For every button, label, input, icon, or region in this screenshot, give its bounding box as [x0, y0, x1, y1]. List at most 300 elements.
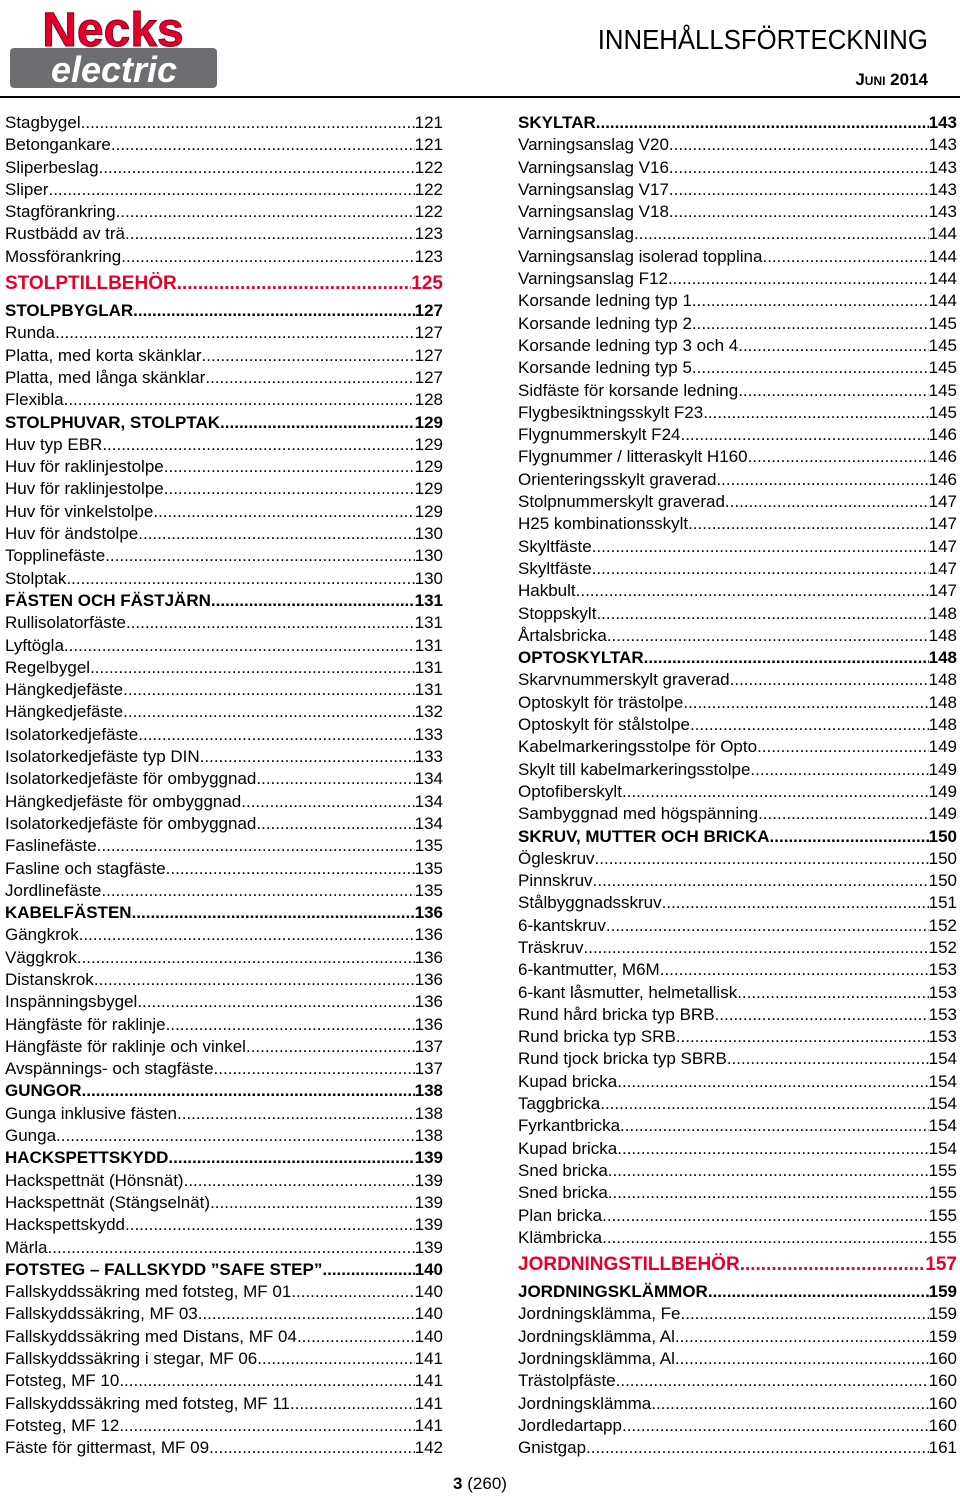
toc-entry[interactable] [5, 1348, 443, 1370]
toc-entry-page: 154 [928, 1094, 957, 1114]
toc-entry-page: 157 [925, 1254, 957, 1276]
toc-entry[interactable] [5, 1237, 443, 1259]
toc-entry-label: Fotsteg, MF 10 [5, 1371, 120, 1391]
toc-entry[interactable] [518, 1182, 957, 1204]
toc-entry[interactable] [518, 1093, 957, 1115]
toc-entry-page: 122 [414, 157, 443, 177]
toc-entry[interactable] [5, 1281, 443, 1303]
toc-entry[interactable] [5, 813, 443, 835]
toc-entry-label: Huv för vinkelstolpe [5, 501, 154, 521]
toc-entry-label: JORDNINGSTILLBEHÖR [518, 1254, 740, 1276]
toc-entry[interactable] [518, 1393, 957, 1415]
toc-entry[interactable] [518, 558, 957, 580]
toc-entry[interactable] [518, 469, 957, 491]
toc-dot-leader [757, 736, 929, 758]
toc-entry[interactable] [5, 768, 443, 790]
toc-entry[interactable] [518, 536, 957, 558]
toc-entry[interactable] [5, 858, 443, 880]
toc-entry-label: Märla [5, 1237, 48, 1257]
toc-entry[interactable] [518, 157, 957, 179]
toc-entry[interactable] [518, 491, 957, 513]
toc-entry-label: Fallskyddssäkring med fotsteg, MF 01 [5, 1282, 292, 1302]
toc-entry-label: Jordningsklämma, Al [518, 1349, 675, 1369]
toc-dot-leader [297, 1326, 415, 1348]
toc-dot-leader [616, 1370, 929, 1392]
toc-entry[interactable] [5, 1415, 443, 1437]
toc-entry-page: 136 [414, 947, 443, 967]
toc-entry[interactable] [518, 1004, 957, 1026]
toc-dot-leader [125, 1214, 415, 1236]
toc-entry[interactable] [518, 1138, 957, 1160]
toc-entry-page: 146 [928, 469, 957, 489]
toc-entry[interactable] [5, 635, 443, 657]
toc-dot-leader [211, 590, 415, 612]
toc-entry[interactable] [518, 1437, 957, 1459]
toc-section-heading[interactable] [5, 1259, 443, 1281]
toc-dot-leader [586, 1437, 929, 1459]
toc-section-heading[interactable] [518, 112, 957, 134]
toc-dot-leader [77, 947, 415, 969]
toc-section-heading[interactable] [5, 300, 443, 322]
toc-entry-label: Sliperbeslag [5, 157, 99, 177]
toc-dot-leader [166, 858, 415, 880]
toc-entry-label: 6-kantmutter, M6M [518, 960, 660, 980]
toc-entry-page: 143 [928, 157, 957, 177]
toc-entry[interactable] [5, 179, 443, 201]
toc-entry[interactable] [518, 580, 957, 602]
toc-dot-leader [617, 1071, 928, 1093]
toc-dot-leader [322, 1259, 414, 1281]
toc-entry[interactable] [5, 1437, 443, 1459]
toc-section-heading[interactable] [5, 590, 443, 612]
toc-dot-leader [200, 746, 415, 768]
toc-entry-label: Kabelmarkeringsstolpe för Opto [518, 737, 758, 757]
toc-entry-label: Kupad bricka [518, 1071, 618, 1091]
toc-entry-page: 160 [928, 1415, 957, 1435]
toc-dot-leader [593, 870, 929, 892]
toc-section-heading[interactable] [5, 1080, 443, 1102]
toc-entry[interactable] [5, 322, 443, 344]
toc-entry-label: STOLPTILLBEHÖR [5, 273, 177, 295]
toc-entry[interactable] [518, 937, 957, 959]
toc-dot-leader [81, 112, 415, 134]
toc-dot-leader [576, 580, 929, 602]
toc-entry[interactable] [518, 380, 957, 402]
toc-entry-page: 128 [414, 390, 443, 410]
toc-section-heading[interactable] [5, 412, 443, 434]
toc-entry[interactable] [518, 1115, 957, 1137]
toc-entry[interactable] [518, 1348, 957, 1370]
toc-entry-page: 153 [928, 1004, 957, 1024]
toc-entry-page: 145 [928, 358, 957, 378]
toc-entry-page: 138 [414, 1126, 443, 1146]
toc-entry-label: Skarvnummerskylt graverad [518, 670, 730, 690]
toc-entry-page: 135 [414, 836, 443, 856]
toc-entry-page: 130 [414, 568, 443, 588]
toc-dot-leader [138, 523, 414, 545]
toc-entry-page: 148 [928, 670, 957, 690]
toc-dot-leader [692, 313, 929, 335]
toc-entry[interactable] [518, 915, 957, 937]
toc-entry[interactable] [518, 446, 957, 468]
toc-dot-leader [209, 1437, 415, 1459]
toc-dot-leader [592, 558, 929, 580]
toc-entry[interactable] [5, 389, 443, 411]
toc-entry-label: GUNGOR [5, 1081, 82, 1101]
toc-entry[interactable] [5, 1370, 443, 1392]
toc-dot-leader [762, 246, 928, 268]
page-number [0, 1474, 960, 1494]
toc-entry[interactable] [5, 523, 443, 545]
toc-dot-leader [121, 246, 414, 268]
toc-entry-label: Varningsanslag V18 [518, 202, 669, 222]
toc-entry[interactable] [5, 724, 443, 746]
toc-entry-label: Stagförankring [5, 202, 116, 222]
toc-entry-label: Optofiberskylt [518, 781, 622, 801]
toc-dot-leader [116, 201, 415, 223]
toc-dot-leader [716, 469, 928, 491]
toc-section-heading[interactable] [518, 826, 957, 848]
toc-entry[interactable] [518, 1415, 957, 1437]
toc-entry[interactable] [518, 290, 957, 312]
toc-entry-page: 123 [414, 246, 443, 266]
toc-dot-leader [660, 959, 929, 981]
toc-entry-page: 129 [414, 434, 443, 454]
toc-entry-page: 145 [928, 380, 957, 400]
toc-entry-label: Huv för raklinjestolpe [5, 457, 164, 477]
toc-entry-label: FÄSTEN OCH FÄSTJÄRN [5, 590, 211, 610]
toc-entry-label: Korsande ledning typ 5 [518, 358, 692, 378]
toc-entry-label: Fallskyddssäkring med Distans, MF 04 [5, 1326, 297, 1346]
toc-entry[interactable] [5, 201, 443, 223]
toc-entry-label: Skylt till kabelmarkeringsstolpe [518, 759, 751, 779]
toc-dot-leader [748, 446, 929, 468]
toc-dot-leader [675, 1348, 929, 1370]
toc-entry[interactable] [5, 456, 443, 478]
toc-entry-label: Fallskyddssäkring med fotsteg, MF 11 [5, 1393, 291, 1413]
toc-dot-leader [738, 335, 928, 357]
toc-entry[interactable] [5, 501, 443, 523]
toc-entry[interactable] [518, 714, 957, 736]
toc-entry-label: Huv för raklinjestolpe [5, 479, 164, 499]
toc-entry-label: Varningsanslag V17 [518, 179, 669, 199]
toc-entry-label: Taggbricka [518, 1094, 601, 1114]
toc-entry[interactable] [5, 1103, 443, 1125]
toc-entry[interactable] [518, 959, 957, 981]
toc-entry[interactable] [518, 848, 957, 870]
toc-dot-leader [119, 1370, 414, 1392]
toc-entry-label: Varningsanslag V16 [518, 157, 669, 177]
toc-entry[interactable] [5, 434, 443, 456]
toc-entry-page: 121 [414, 113, 443, 132]
toc-entry-label: KABELFÄSTEN [5, 903, 132, 923]
toc-dot-leader [177, 1103, 415, 1125]
toc-entry-label: Mossförankring [5, 246, 122, 266]
toc-entry-label: Varningsanslag [518, 224, 634, 244]
toc-entry[interactable] [5, 924, 443, 946]
toc-entry[interactable] [518, 402, 957, 424]
toc-entry[interactable] [518, 179, 957, 201]
toc-entry-label: Rustbädd av trä [5, 224, 126, 244]
toc-entry[interactable] [5, 657, 443, 679]
toc-entry-page: 140 [414, 1259, 443, 1279]
toc-entry-page: 127 [414, 323, 443, 343]
toc-entry-page: 141 [414, 1349, 443, 1369]
toc-entry-label: Jordlinefäste [5, 880, 102, 900]
toc-entry[interactable] [5, 568, 443, 590]
toc-entry-page: 136 [414, 969, 443, 989]
toc-entry[interactable] [518, 870, 957, 892]
toc-entry[interactable] [5, 157, 443, 179]
toc-dot-leader [596, 603, 928, 625]
toc-dot-leader [725, 491, 929, 513]
toc-dot-leader [730, 669, 929, 691]
toc-entry[interactable] [518, 1160, 957, 1182]
toc-dot-leader [138, 724, 414, 746]
toc-entry[interactable] [518, 134, 957, 156]
toc-dot-leader [669, 157, 929, 179]
toc-entry[interactable] [518, 625, 957, 647]
toc-entry[interactable] [518, 1326, 957, 1348]
toc-entry[interactable] [5, 1303, 443, 1325]
toc-entry[interactable] [5, 701, 443, 723]
toc-entry[interactable] [518, 603, 957, 625]
toc-dot-leader [608, 1160, 929, 1182]
toc-entry-page: 131 [414, 590, 443, 610]
toc-entry[interactable] [518, 1026, 957, 1048]
toc-entry-label: H25 kombinationsskylt [518, 514, 689, 534]
document-title: INNEHÅLLSFÖRTECKNING [597, 24, 928, 55]
toc-entry-page: 131 [414, 657, 443, 677]
toc-entry-label: Optoskylt för stålstolpe [518, 715, 690, 735]
toc-entry-page: 136 [414, 903, 443, 923]
toc-entry[interactable] [518, 669, 957, 691]
toc-dot-leader [703, 402, 928, 424]
toc-entry[interactable] [518, 424, 957, 446]
toc-entry-label: Gunga [5, 1126, 57, 1146]
toc-entry[interactable] [518, 692, 957, 714]
logo-top-text: Necks [42, 4, 184, 57]
toc-entry[interactable] [5, 545, 443, 567]
toc-entry-label: Fäste för gittermast, MF 09 [5, 1438, 210, 1458]
toc-entry-label: Sambyggnad med högspänning [518, 804, 759, 824]
toc-entry[interactable] [518, 246, 957, 268]
toc-dot-leader [584, 937, 929, 959]
toc-dot-leader [105, 545, 414, 567]
toc-entry-label: Jordningsklämma, Al [518, 1326, 675, 1346]
toc-section-heading[interactable] [5, 902, 443, 924]
toc-entry-page: 127 [414, 367, 443, 387]
toc-dot-leader [592, 536, 929, 558]
toc-entry[interactable] [518, 736, 957, 758]
toc-entry[interactable] [518, 1370, 957, 1392]
toc-entry[interactable] [518, 313, 957, 335]
toc-entry[interactable] [518, 1048, 957, 1070]
toc-dot-leader [620, 1115, 929, 1137]
toc-entry[interactable] [518, 268, 957, 290]
toc-dot-leader [644, 647, 929, 669]
toc-dot-leader [177, 268, 412, 300]
toc-section-heading[interactable] [5, 1147, 443, 1169]
toc-entry[interactable] [518, 982, 957, 1004]
toc-dot-leader [608, 1182, 929, 1204]
toc-entry-label: Flexibla [5, 390, 64, 410]
toc-entry[interactable] [518, 759, 957, 781]
toc-entry[interactable] [5, 1125, 443, 1147]
toc-entry[interactable] [5, 880, 443, 902]
toc-entry[interactable] [5, 991, 443, 1013]
toc-section-heading[interactable] [5, 268, 443, 300]
toc-dot-leader [214, 1058, 415, 1080]
toc-entry-page: 147 [928, 581, 957, 601]
toc-dot-leader [102, 434, 414, 456]
toc-entry[interactable] [5, 746, 443, 768]
toc-entry-label: Jordledartapp [518, 1415, 622, 1435]
toc-dot-leader [198, 1303, 415, 1325]
toc-dot-leader [602, 1227, 929, 1249]
toc-entry[interactable] [518, 1071, 957, 1093]
toc-entry[interactable] [5, 223, 443, 245]
toc-entry-label: Varningsanslag F12 [518, 269, 668, 289]
toc-dot-leader [133, 300, 414, 322]
toc-dot-leader [683, 692, 928, 714]
toc-entry-label: Hängfäste för raklinje [5, 1014, 166, 1034]
toc-entry[interactable] [5, 835, 443, 857]
toc-entry[interactable] [518, 201, 957, 223]
toc-dot-leader [651, 1393, 928, 1415]
toc-entry[interactable] [5, 1192, 443, 1214]
toc-entry[interactable] [5, 246, 443, 268]
toc-entry-page: 147 [928, 492, 957, 512]
toc-entry[interactable] [5, 1036, 443, 1058]
toc-entry-page: 155 [928, 1227, 957, 1247]
toc-entry[interactable] [5, 1214, 443, 1236]
toc-dot-leader [202, 345, 415, 367]
toc-dot-leader [600, 1093, 928, 1115]
toc-entry-label: HACKSPETTSKYDD [5, 1148, 169, 1168]
toc-entry[interactable] [5, 679, 443, 701]
toc-section-heading[interactable] [518, 1281, 957, 1303]
toc-entry[interactable] [518, 803, 957, 825]
toc-entry[interactable] [518, 892, 957, 914]
toc-entry-label: STOLPHUVAR, STOLPTAK [5, 412, 221, 432]
toc-section-heading[interactable] [518, 1249, 957, 1281]
toc-entry-page: 159 [928, 1282, 957, 1302]
toc-entry[interactable] [5, 134, 443, 156]
toc-entry-page: 161 [928, 1438, 957, 1458]
toc-entry-label: Hängfäste för raklinje och vinkel [5, 1036, 246, 1056]
toc-entry[interactable] [5, 612, 443, 634]
toc-entry-page: 150 [928, 848, 957, 868]
toc-entry-page: 135 [414, 858, 443, 878]
toc-dot-leader [94, 969, 415, 991]
toc-entry[interactable] [5, 969, 443, 991]
toc-entry[interactable] [518, 781, 957, 803]
toc-entry-label: Topplinefäste [5, 546, 106, 566]
toc-entry[interactable] [5, 367, 443, 389]
toc-entry-label: Fallskyddssäkring i stegar, MF 06 [5, 1349, 258, 1369]
toc-entry-page: 127 [414, 345, 443, 365]
toc-entry-page: 121 [414, 135, 443, 155]
toc-dot-leader [607, 625, 929, 647]
toc-entry-label: JORDNINGSKLÄMMOR [518, 1282, 708, 1302]
toc-entry[interactable] [518, 1227, 957, 1249]
toc-entry-label: Faslinefäste [5, 836, 97, 856]
toc-entry-page: 139 [414, 1192, 443, 1212]
toc-entry[interactable] [5, 478, 443, 500]
toc-entry[interactable] [5, 1393, 443, 1415]
toc-entry-page: 130 [414, 524, 443, 544]
toc-dot-leader [101, 880, 414, 902]
toc-entry-label: Ögleskruv [518, 848, 595, 868]
toc-entry[interactable] [5, 791, 443, 813]
toc-entry[interactable] [518, 513, 957, 535]
toc-dot-leader [126, 612, 415, 634]
toc-section-heading[interactable] [518, 647, 957, 669]
toc-entry[interactable] [5, 1170, 443, 1192]
toc-dot-leader [669, 134, 929, 156]
toc-entry-label: Platta, med långa skänklar [5, 367, 206, 387]
toc-entry-page: 141 [414, 1371, 443, 1391]
toc-entry-page: 131 [414, 613, 443, 633]
toc-entry[interactable] [5, 947, 443, 969]
toc-entry-page: 154 [928, 1071, 957, 1091]
toc-dot-leader [740, 1249, 926, 1281]
header-divider [0, 96, 960, 98]
toc-entry-label: Runda [5, 323, 56, 343]
toc-dot-leader [164, 456, 415, 478]
toc-entry-page: 131 [414, 635, 443, 655]
toc-entry-page: 154 [928, 1138, 957, 1158]
toc-entry-label: 6-kant låsmutter, helmetallisk [518, 982, 738, 1002]
toc-entry-label: Plan bricka [518, 1205, 603, 1225]
toc-entry-label: Stolpnummerskylt graverad [518, 492, 725, 512]
toc-entry-page: 148 [928, 625, 957, 645]
toc-dot-leader [166, 1014, 415, 1036]
toc-entry-page: 141 [414, 1415, 443, 1435]
toc-entry[interactable] [5, 1326, 443, 1348]
toc-entry-label: Avspännings- och stagfäste [5, 1059, 214, 1079]
toc-entry-label: Flygnummer / litteraskylt H160 [518, 447, 748, 467]
toc-entry-label: Rund tjock bricka typ SBRB [518, 1049, 727, 1069]
toc-entry-label: Korsande ledning typ 3 och 4 [518, 335, 739, 355]
toc-dot-leader [668, 268, 929, 290]
toc-entry-page: 152 [928, 937, 957, 957]
toc-dot-leader [606, 915, 929, 937]
toc-entry[interactable] [5, 1058, 443, 1080]
toc-entry[interactable] [518, 335, 957, 357]
toc-entry[interactable] [518, 1303, 957, 1325]
toc-dot-leader [246, 1036, 415, 1058]
toc-entry[interactable] [5, 1014, 443, 1036]
toc-dot-leader [90, 657, 415, 679]
toc-entry[interactable] [5, 345, 443, 367]
toc-entry[interactable] [518, 1205, 957, 1227]
toc-entry-page: 143 [928, 135, 957, 155]
toc-entry-page: 160 [928, 1371, 957, 1391]
toc-entry[interactable] [518, 223, 957, 245]
toc-dot-leader [66, 568, 414, 590]
toc-entry-label: SKRUV, MUTTER OCH BRICKA [518, 826, 770, 846]
toc-dot-leader [99, 157, 415, 179]
toc-entry-label: Pinnskruv [518, 871, 593, 891]
toc-entry-label: Gängkrok [5, 925, 79, 945]
toc-entry[interactable] [518, 357, 957, 379]
toc-entry-label: Fyrkantbricka [518, 1116, 621, 1136]
toc-entry-page: 145 [928, 402, 957, 422]
toc-entry[interactable] [5, 112, 443, 134]
toc-entry-page: 141 [414, 1393, 443, 1413]
